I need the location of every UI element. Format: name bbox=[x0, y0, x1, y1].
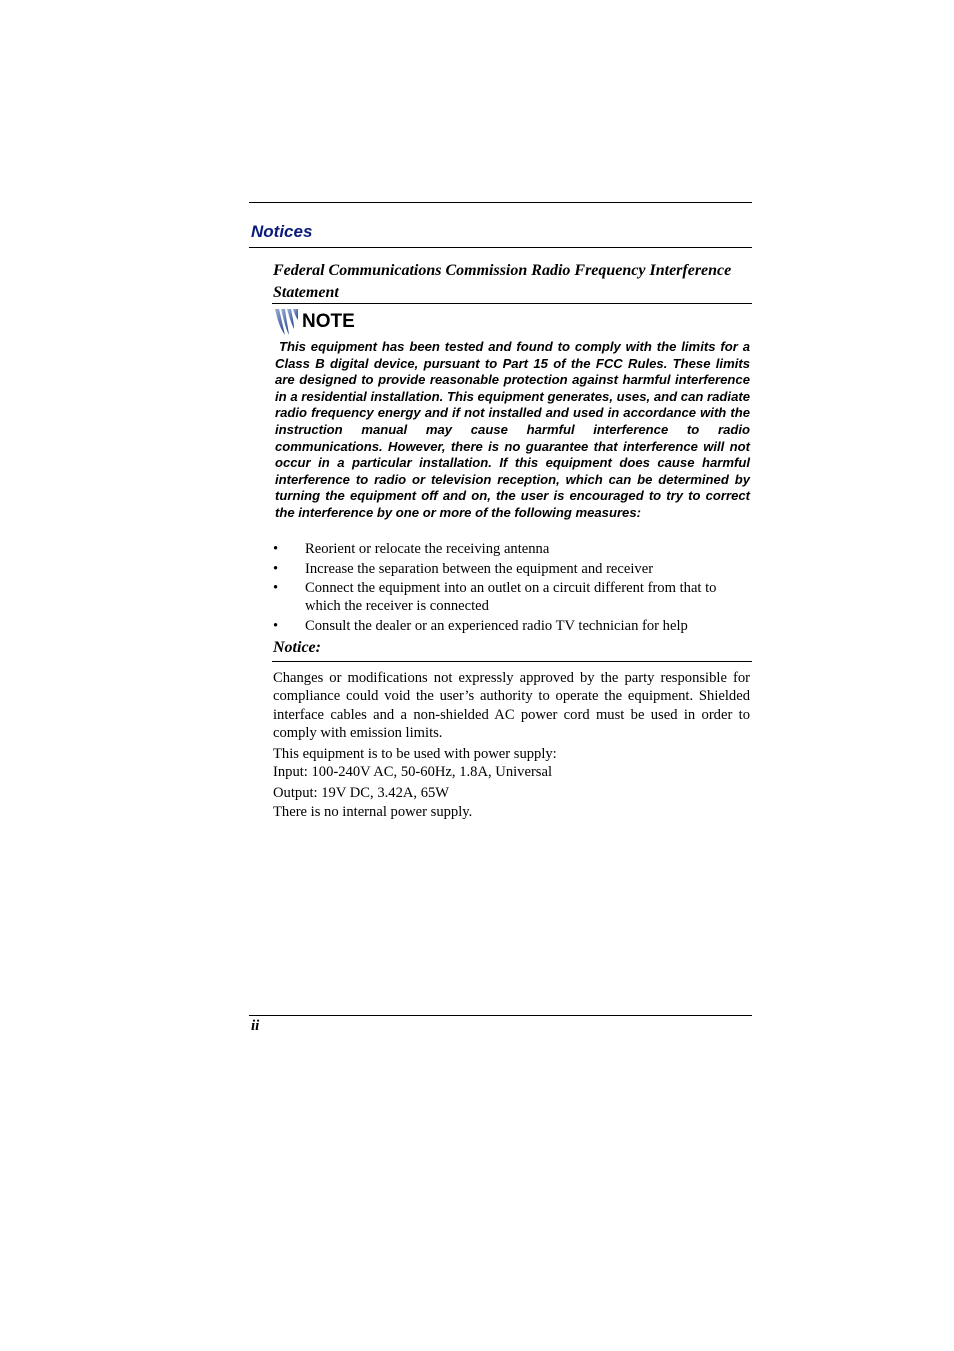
note-badge bbox=[273, 307, 355, 337]
note-label: NOTE bbox=[302, 311, 355, 332]
section-title-rule bbox=[249, 247, 752, 248]
power-output-line: Output: 19V DC, 3.42A, 65W bbox=[273, 785, 450, 801]
power-supply-line: This equipment is to be used with power supply: bbox=[273, 746, 557, 762]
top-rule bbox=[249, 202, 752, 203]
fcc-heading-rule bbox=[272, 303, 752, 304]
list-item-text: Reorient or relocate the receiving antenna bbox=[305, 541, 550, 557]
list-item-text: Increase the separation between the equipment and receiver bbox=[305, 560, 654, 577]
footer-rule bbox=[249, 1015, 752, 1016]
bullet-icon: • bbox=[273, 541, 279, 557]
page-number: ii bbox=[251, 1018, 260, 1034]
bullet-icon: • bbox=[273, 580, 279, 596]
fcc-heading: Federal Communications Commission Radio Frequency Interference Statement bbox=[273, 262, 732, 301]
list-item bbox=[273, 540, 751, 558]
changes-paragraph: Changes or modifications not expressly approved by the party responsible for compliance could void the user’s authority to operate the equipment. Shielded interface cables and a non-shielded AC power cord must be used in order to comply with emission limits. bbox=[273, 670, 750, 741]
list-item-text: Consult the dealer or an experienced radio TV technician for help bbox=[305, 617, 688, 634]
measures-list bbox=[273, 540, 751, 636]
notice-rule bbox=[272, 661, 752, 662]
list-item-text: Connect the equipment into an outlet on a circuit different from that to which the receiver is connected bbox=[305, 580, 717, 614]
power-input-line: Input: 100-240V AC, 50-60Hz, 1.8A, Universal bbox=[273, 764, 553, 780]
list-item bbox=[273, 560, 751, 578]
section-title: Notices bbox=[251, 222, 313, 241]
note-body-text: This equipment has been tested and found to comply with the limits for a Class B digital device, pursuant to Part 15 of the FCC Rules. These limits are designed to provide reasonable protection against harmful interference in a residential installation. This equipment generates, uses, and can radiate radio frequency energy and if not installed and used in accordance with the instruction manual may cause harmful interference to radio communications. However, there is no guarantee that interference will not occur in a particular installation. If this equipment does cause harmful interference to radio or television reception, which can be determined by turning the equipment off and on, the user is encouraged to try to correct the interference by one or more of the following measures: bbox=[275, 339, 750, 520]
list-item bbox=[273, 617, 751, 635]
bullet-icon: • bbox=[273, 617, 279, 634]
list-item bbox=[273, 579, 751, 615]
bullet-icon: • bbox=[273, 560, 279, 577]
internal-supply-line: There is no internal power supply. bbox=[273, 804, 473, 820]
note-badge-icon bbox=[273, 307, 299, 337]
notice-heading: Notice: bbox=[273, 639, 321, 656]
